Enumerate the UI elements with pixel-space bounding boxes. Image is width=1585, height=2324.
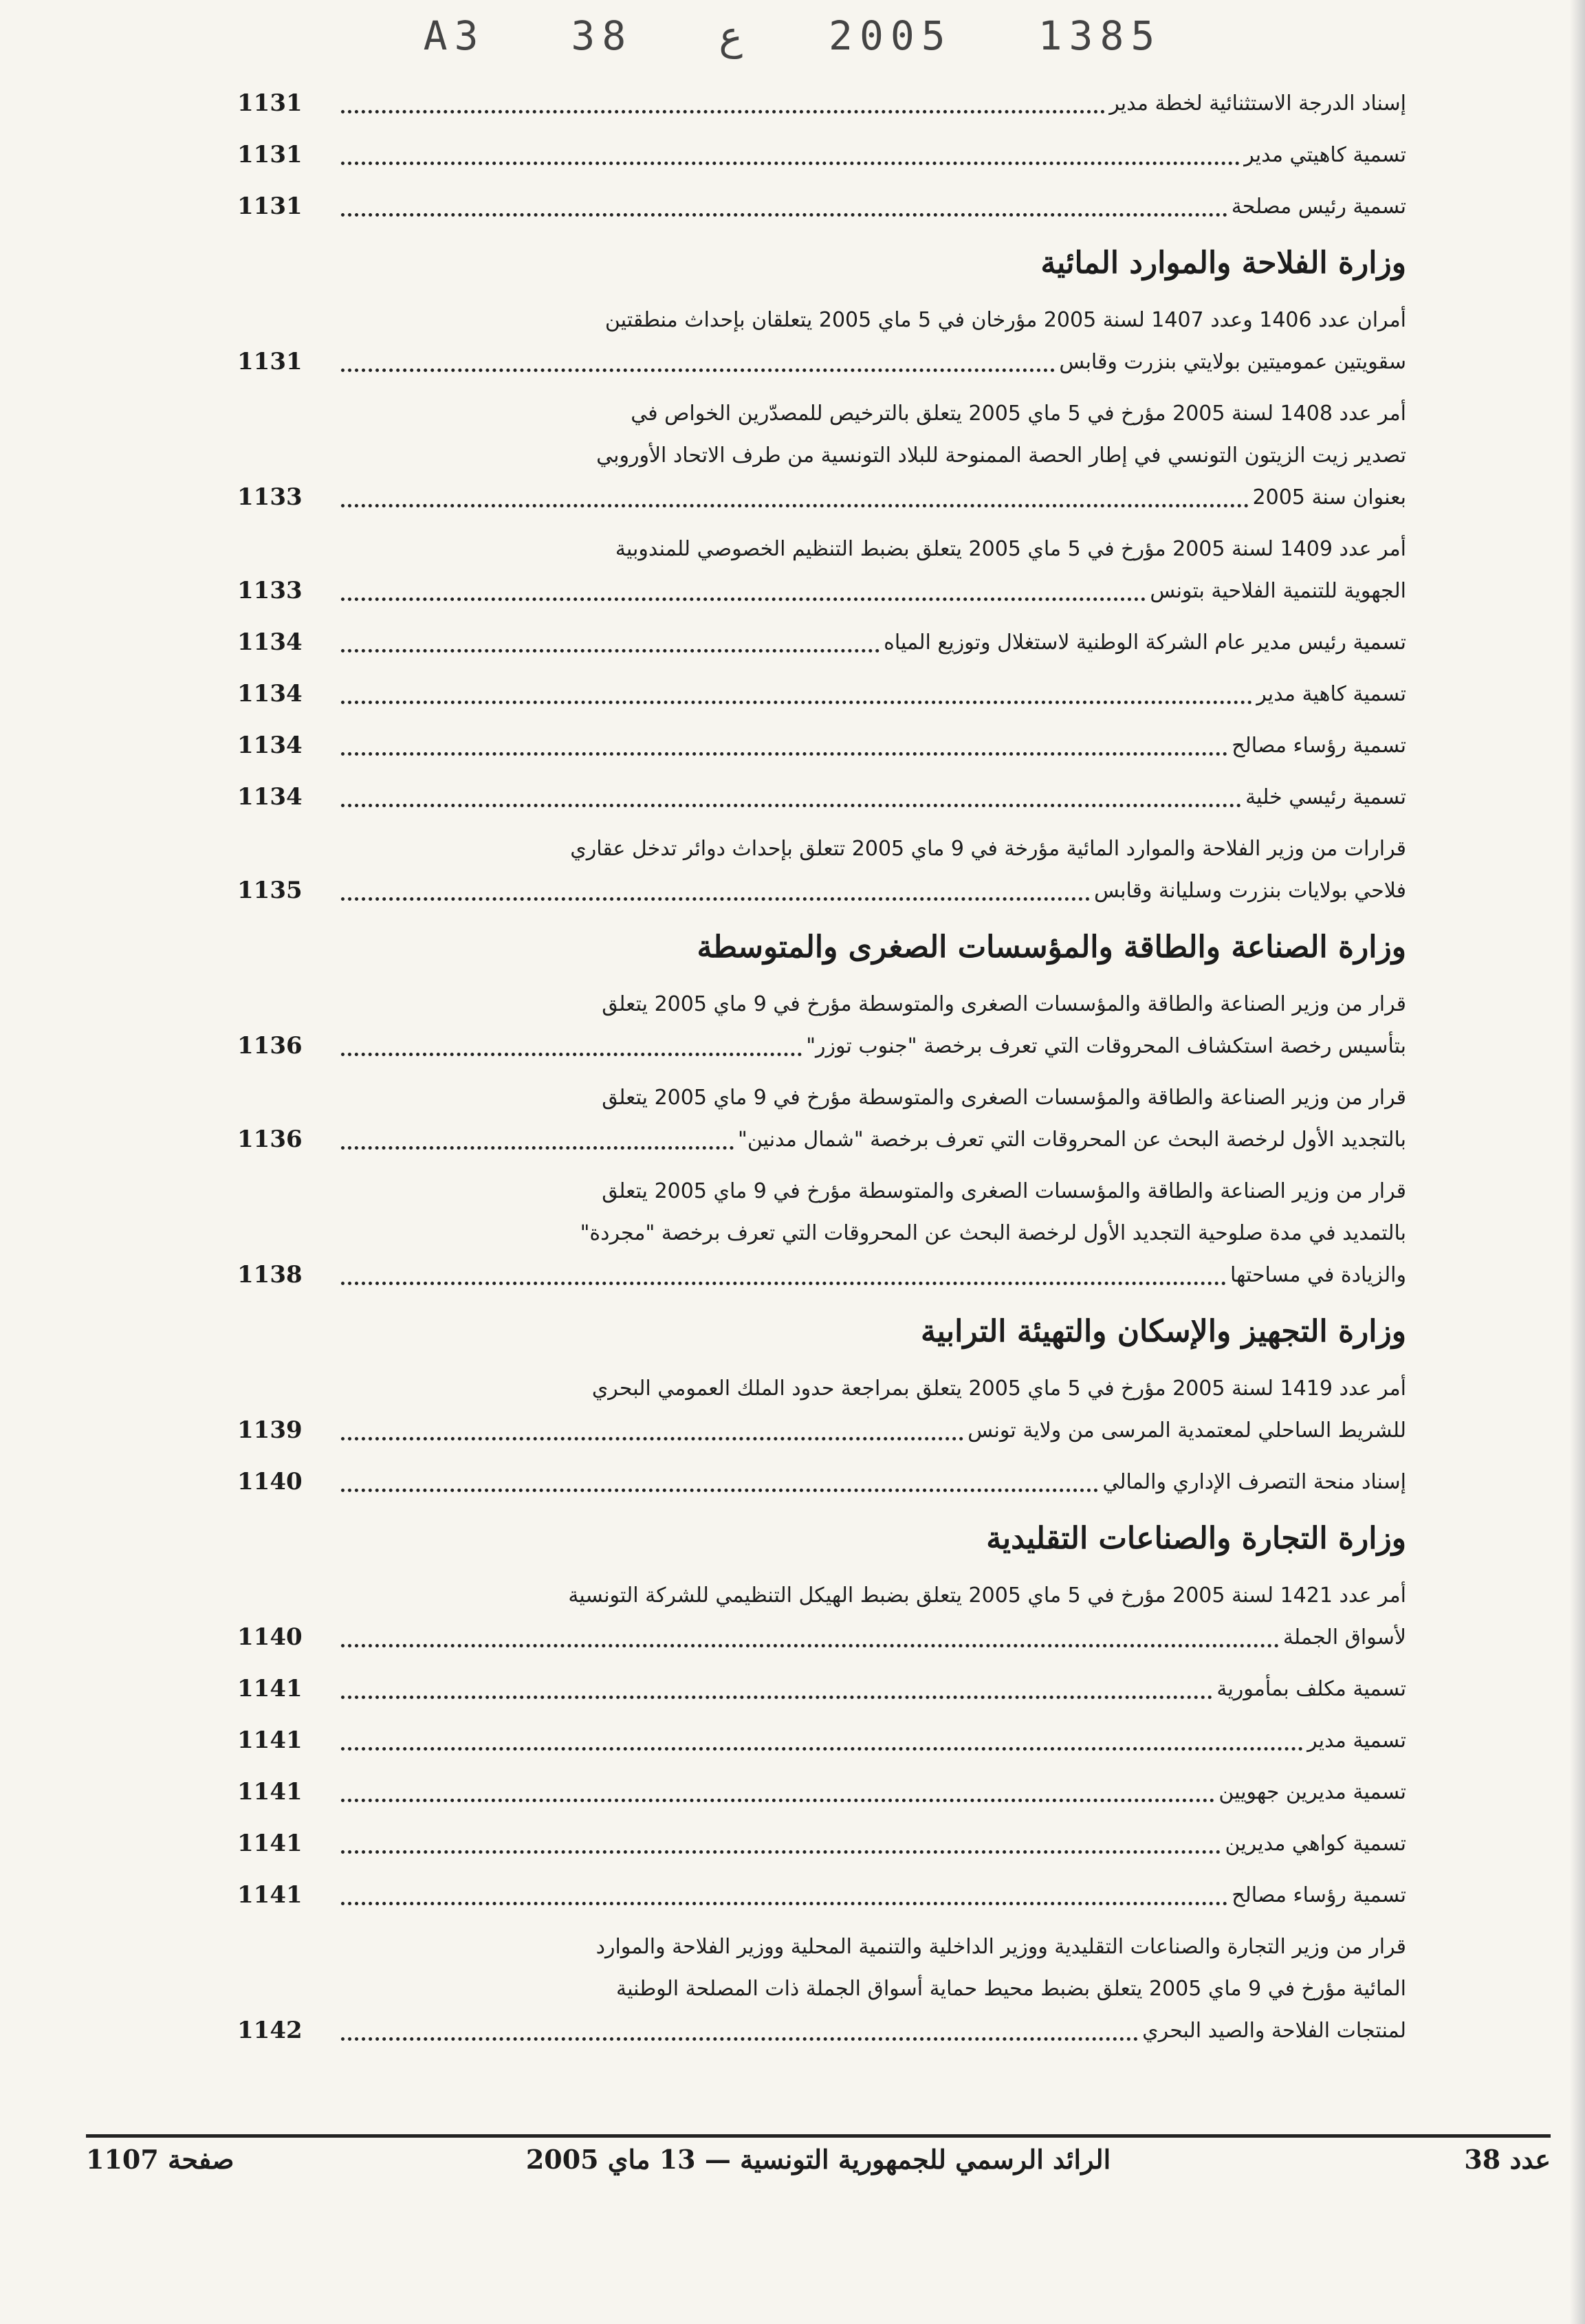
toc-entry[interactable] <box>237 528 1406 612</box>
dot-leader <box>341 649 879 653</box>
dot-leader <box>341 1282 1226 1285</box>
entry-text-line: أمر عدد 1421 لسنة 2005 مؤرخ في 5 ماي 2005 يتعلق بضبط الهيكل التنظيمي للشركة التونسية <box>568 1583 1406 1608</box>
entry-text-line: لأسواق الجملة <box>1282 1625 1406 1649</box>
entry-text-line: بتأسيس رخصة استكشاف المحروقات التي تعرف برخصة "جنوب توزر" <box>806 1034 1406 1058</box>
annotation-part: 2005 <box>829 12 952 59</box>
entry-page-number: 1131 <box>237 193 303 220</box>
dot-leader <box>341 1437 963 1440</box>
entry-text-line: قرار من وزير الصناعة والطاقة والمؤسسات الصغرى والمتوسطة مؤرخ في 9 ماي 2005 يتعلق <box>602 992 1406 1016</box>
toc-entry[interactable] <box>237 393 1406 518</box>
entry-text-line: تسمية مديرين جهويين <box>1218 1780 1406 1804</box>
annotation-part: 38 <box>571 12 633 59</box>
entry-text-line: المائية مؤرخ في 9 ماي 2005 يتعلق بضبط محيط حماية أسواق الجملة ذات المصلحة الوطنية <box>616 1977 1406 2001</box>
entry-text-line: فلاحي بولايات بنزرت وسليانة وقابس <box>1093 879 1406 903</box>
toc-entry[interactable] <box>237 1575 1406 1658</box>
entry-page-number: 1141 <box>237 1726 303 1754</box>
dot-leader <box>341 504 1249 507</box>
entry-page-number: 1134 <box>237 732 303 759</box>
toc-entry[interactable] <box>237 622 1406 664</box>
dot-leader <box>341 752 1227 756</box>
dot-leader <box>341 1850 1221 1854</box>
entry-text-line: تسمية كواهي مديرين <box>1225 1832 1406 1856</box>
table-of-contents <box>237 83 1406 2111</box>
entry-text-line: تسمية رؤساء مصالح <box>1232 1883 1406 1907</box>
entry-page-number: 1135 <box>237 877 303 904</box>
entry-text-line: أمران عدد 1406 وعدد 1407 لسنة 2005 مؤرخان في 5 ماي 2005 يتعلقان بإحداث منطقتين <box>604 308 1406 332</box>
entry-page-number: 1138 <box>237 1261 303 1289</box>
entry-text-line: إسناد الدرجة الاستثنائية لخطة مدير <box>1109 91 1406 116</box>
dot-leader <box>341 2037 1138 2041</box>
entry-page-number: 1134 <box>237 628 303 656</box>
page-edge <box>1570 0 1585 2324</box>
dot-leader <box>341 1799 1214 1802</box>
entry-text-line: تسمية رئيس مدير عام الشركة الوطنية لاستغلال وتوزيع المياه <box>884 631 1406 655</box>
section-title: وزارة الفلاحة والموارد المائية <box>1040 245 1406 281</box>
entry-page-number: 1134 <box>237 680 303 708</box>
toc-entry[interactable] <box>237 299 1406 383</box>
entry-page-number: 1140 <box>237 1468 303 1495</box>
entry-page-number: 1140 <box>237 1623 303 1651</box>
entry-page-number: 1131 <box>237 141 303 168</box>
toc-entry[interactable] <box>237 1874 1406 1916</box>
entry-text-line: تصدير زيت الزيتون التونسي في إطار الحصة الممنوحة للبلاد التونسية من طرف الاتحاد الأوروبي <box>596 443 1406 468</box>
dot-leader <box>341 213 1227 217</box>
dot-leader <box>341 1644 1279 1647</box>
toc-entry[interactable] <box>237 983 1406 1067</box>
entry-page-number: 1142 <box>237 2017 303 2044</box>
entry-text-line: إسناد منحة التصرف الإداري والمالي <box>1102 1470 1406 1494</box>
dot-leader <box>341 1053 802 1056</box>
entry-text-line: تسمية رؤساء مصالح <box>1232 734 1406 758</box>
toc-entry[interactable] <box>237 776 1406 818</box>
entry-page-number: 1131 <box>237 348 303 375</box>
toc-entry[interactable] <box>237 1823 1406 1865</box>
toc-entry[interactable] <box>237 186 1406 228</box>
bleed-through-margin <box>1420 89 1557 2152</box>
dot-leader <box>341 701 1252 704</box>
entry-text-line: سقويتين عموميتين بولايتي بنزرت وقابس <box>1059 350 1406 374</box>
toc-entry[interactable] <box>237 725 1406 767</box>
entry-page-number: 1134 <box>237 783 303 811</box>
dot-leader <box>341 897 1090 901</box>
toc-entry[interactable] <box>237 673 1406 715</box>
entry-text-line: أمر عدد 1408 لسنة 2005 مؤرخ في 5 ماي 2005 يتعلق بالترخيص للمصدّرين الخواص في <box>631 402 1406 426</box>
entry-text-line: بالتمديد في مدة صلوحية التجديد الأول لرخصة البحث عن المحروقات التي تعرف برخصة "مجردة" <box>580 1221 1406 1245</box>
entry-text-line: قرار من وزير التجارة والصناعات التقليدية ووزير الداخلية والتنمية المحلية ووزير الفلاحة والموارد <box>595 1935 1406 1959</box>
toc-entry[interactable] <box>237 1926 1406 2052</box>
entry-page-number: 1141 <box>237 1881 303 1909</box>
entry-page-number: 1133 <box>237 483 303 511</box>
annotation-part: ع <box>719 12 743 59</box>
dot-leader <box>341 1489 1098 1492</box>
entry-text-line: لمنتجات الفلاحة والصيد البحري <box>1142 2019 1406 2043</box>
toc-entry[interactable] <box>237 83 1406 124</box>
entry-page-number: 1133 <box>237 577 303 604</box>
dot-leader <box>341 110 1105 113</box>
entry-text-line: تسمية كاهية مدير <box>1256 682 1406 706</box>
entry-text-line: بعنوان سنة 2005 <box>1252 485 1406 509</box>
entry-page-number: 1141 <box>237 1830 303 1857</box>
section-title: وزارة التجارة والصناعات التقليدية <box>986 1521 1406 1556</box>
dot-leader <box>341 162 1240 165</box>
entry-text-line: أمر عدد 1419 لسنة 2005 مؤرخ في 5 ماي 2005 يتعلق بمراجعة حدود الملك العمومي البحري <box>591 1377 1406 1401</box>
entry-text-line: تسمية كاهيتي مدير <box>1244 143 1406 167</box>
dot-leader <box>341 598 1146 601</box>
entry-text-line: والزيادة في مساحتها <box>1229 1263 1406 1287</box>
dot-leader <box>341 1902 1227 1905</box>
annotation-part: A3 <box>423 12 485 59</box>
entry-page-number: 1141 <box>237 1778 303 1806</box>
entry-page-number: 1131 <box>237 89 303 117</box>
entry-text-line: تسمية مدير <box>1307 1729 1406 1753</box>
entry-text-line: الجهوية للتنمية الفلاحية بتونس <box>1150 579 1406 603</box>
publication-title: الرائد الرسمي للجمهورية التونسية — 13 ماي 2005 <box>525 2144 1111 2175</box>
entry-text-line: تسمية رئيسي خلية <box>1245 785 1406 809</box>
toc-entry[interactable] <box>237 1720 1406 1762</box>
entry-page-number: 1139 <box>237 1416 303 1444</box>
toc-entry[interactable] <box>237 1170 1406 1296</box>
page-footer <box>86 2144 1551 2192</box>
issue-number: عدد 38 <box>1464 2144 1551 2175</box>
dot-leader <box>341 1146 734 1150</box>
handwritten-annotation <box>0 12 1585 67</box>
dot-leader <box>341 1747 1303 1751</box>
toc-entry[interactable] <box>237 1771 1406 1813</box>
toc-entry[interactable] <box>237 134 1406 176</box>
entry-text-line: قرارات من وزير الفلاحة والموارد المائية مؤرخة في 9 ماي 2005 تتعلق بإحداث دوائر تدخل عقاري <box>570 837 1406 861</box>
entry-text-line: للشريط الساحلي لمعتمدية المرسى من ولاية تونس <box>968 1418 1406 1443</box>
toc-entry[interactable] <box>237 1368 1406 1451</box>
entry-text-line: تسمية مكلف بمأمورية <box>1216 1677 1406 1701</box>
entry-text-line: تسمية رئيس مصلحة <box>1231 195 1406 219</box>
entry-text-line: قرار من وزير الصناعة والطاقة والمؤسسات الصغرى والمتوسطة مؤرخ في 9 ماي 2005 يتعلق <box>602 1179 1406 1203</box>
dot-leader <box>341 369 1055 372</box>
section-title: وزارة التجهيز والإسكان والتهيئة الترابية <box>921 1314 1406 1349</box>
toc-entry[interactable] <box>237 1668 1406 1710</box>
section-title: وزارة الصناعة والطاقة والمؤسسات الصغرى والمتوسطة <box>697 930 1406 965</box>
page-number: صفحة 1107 <box>86 2144 234 2175</box>
entry-page-number: 1136 <box>237 1126 303 1153</box>
annotation-part: 1385 <box>1038 12 1162 59</box>
toc-entry[interactable] <box>237 1461 1406 1503</box>
entry-page-number: 1141 <box>237 1675 303 1702</box>
dot-leader <box>341 804 1241 807</box>
toc-entry[interactable] <box>237 828 1406 912</box>
dot-leader <box>341 1696 1212 1699</box>
footer-rule <box>86 2134 1551 2138</box>
entry-text-line: بالتجديد الأول لرخصة البحث عن المحروقات التي تعرف برخصة "شمال مدنين" <box>738 1128 1406 1152</box>
toc-entry[interactable] <box>237 1077 1406 1161</box>
entry-text-line: أمر عدد 1409 لسنة 2005 مؤرخ في 5 ماي 2005 يتعلق بضبط التنظيم الخصوصي للمندوبية <box>615 537 1406 561</box>
entry-page-number: 1136 <box>237 1032 303 1060</box>
entry-text-line: قرار من وزير الصناعة والطاقة والمؤسسات الصغرى والمتوسطة مؤرخ في 9 ماي 2005 يتعلق <box>602 1086 1406 1110</box>
